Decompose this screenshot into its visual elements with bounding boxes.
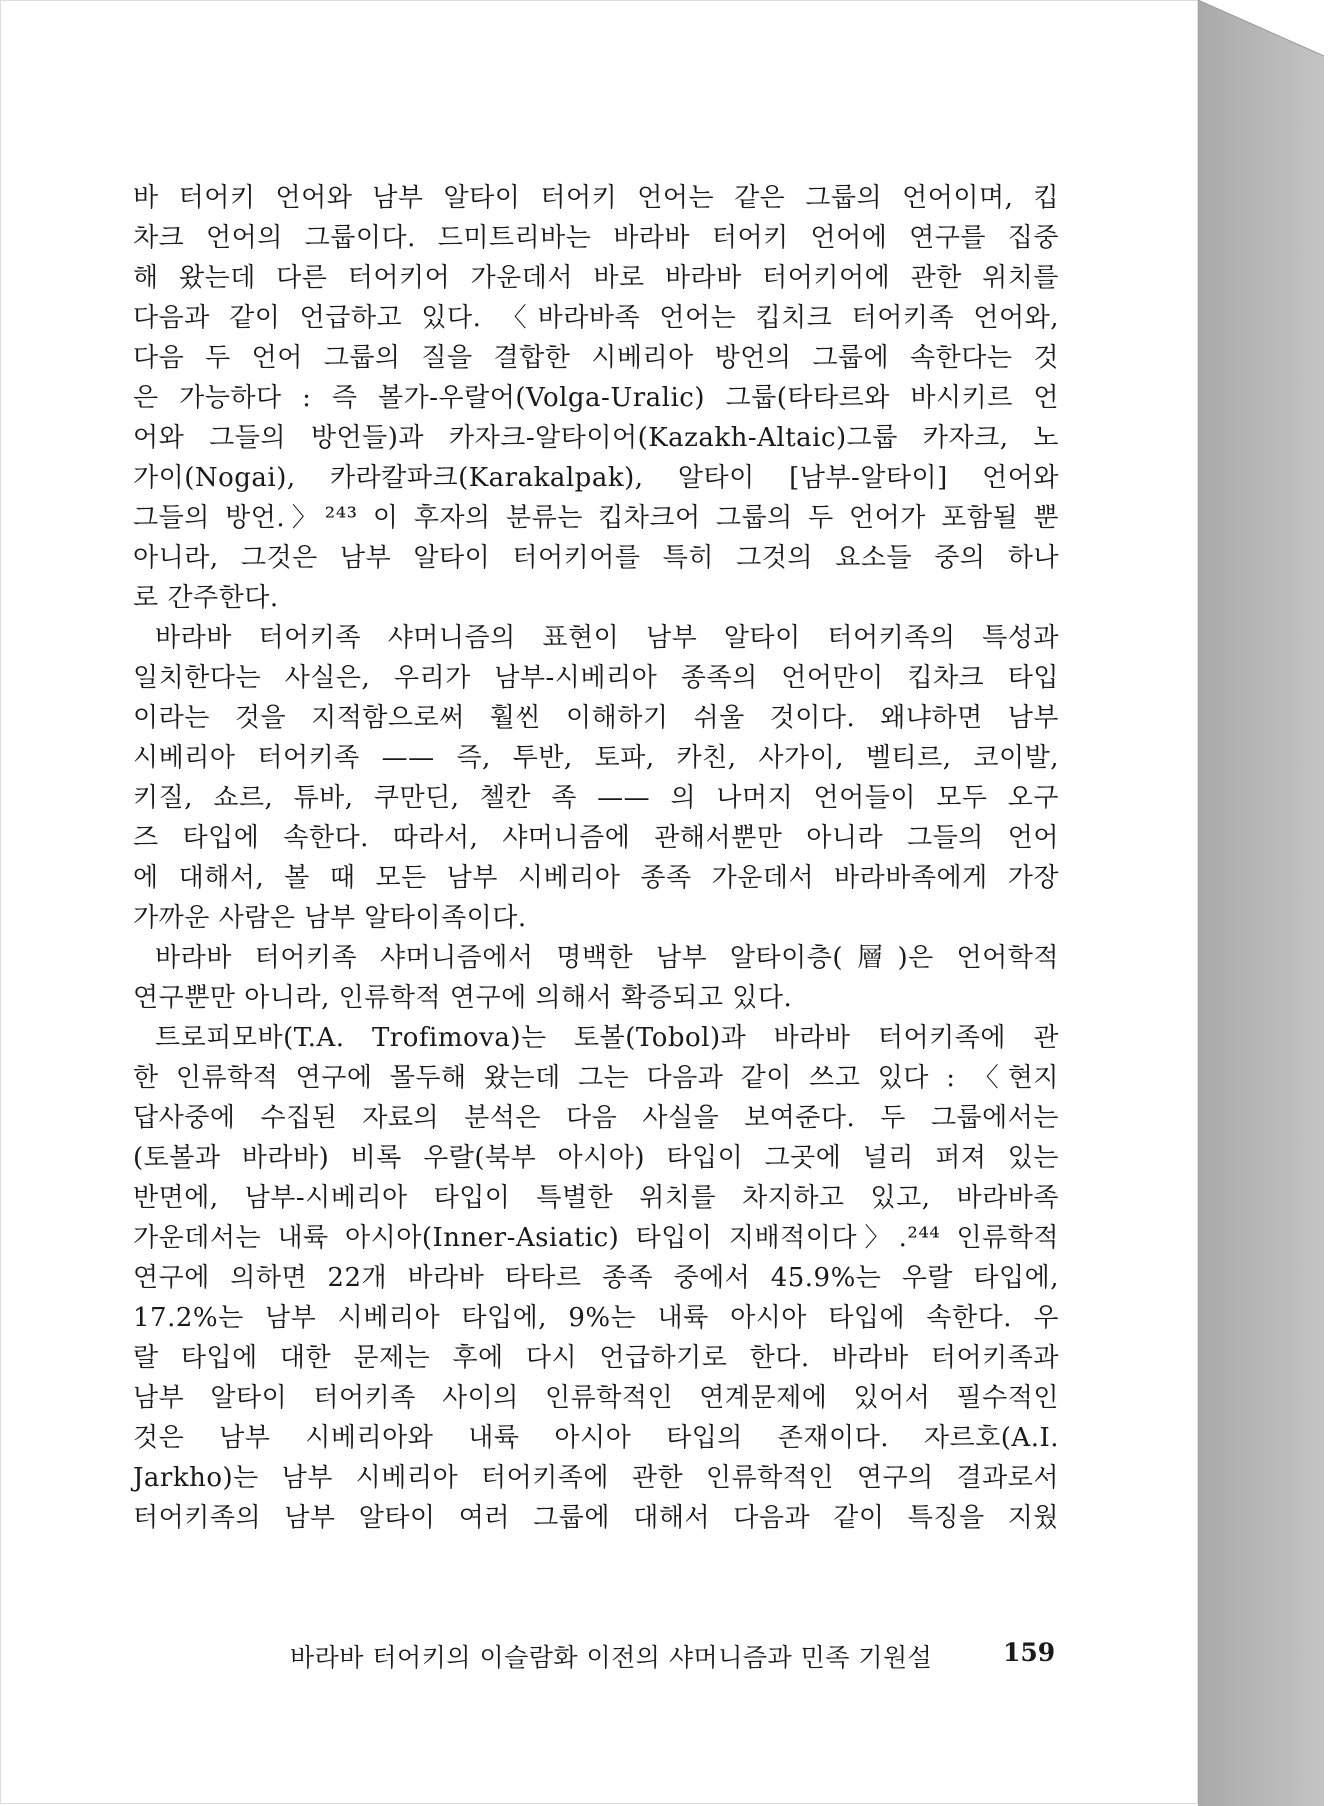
text-line: 반면에, 남부-시베리아 타입이 특별한 위치를 차지하고 있고, 바라바족 bbox=[133, 1183, 1059, 1213]
text-line: 터어키족의 남부 알타이 여러 그룹에 대해서 다음과 같이 특징을 지웠 bbox=[133, 1503, 1059, 1533]
text-line: 랄 타입에 대한 문제는 후에 다시 언급하기로 한다. 바라바 터어키족과 bbox=[133, 1343, 1059, 1373]
text-line: 한 인류학적 연구에 몰두해 왔는데 그는 다음과 같이 쓰고 있다 : 〈현지 bbox=[133, 1063, 1059, 1093]
text-line: 그들의 방언.〉²⁴³ 이 후자의 분류는 킵차크어 그룹의 두 언어가 포함될 뿐 bbox=[133, 503, 1060, 533]
text-line: 즈 타입에 속한다. 따라서, 샤머니즘에 관해서뿐만 아니라 그들의 언어 bbox=[133, 823, 1059, 853]
text-line: 일치한다는 사실은, 우리가 남부-시베리아 종족의 언어만이 킵차크 타입 bbox=[133, 663, 1059, 693]
text-line: 트로피모바(T.A. Trofimova)는 토볼(Tobol)과 바라바 터어키족에 관 bbox=[155, 1023, 1059, 1053]
text-line: 은 가능하다 : 즉 볼가-우랄어(Volga-Uralic) 그룹(타타르와 바시키르 언 bbox=[133, 383, 1059, 413]
text-line: 가이(Nogai), 카라칼파크(Karakalpak), 알타이 [남부-알타이] 언어와 bbox=[133, 463, 1059, 493]
text-line: 것은 남부 시베리아와 내륙 아시아 타입의 존재이다. 자르호(A.I. bbox=[133, 1423, 1059, 1453]
text-line: 가까운 사람은 남부 알타이족이다. bbox=[133, 903, 527, 933]
paragraph-1 bbox=[133, 178, 1059, 618]
text-line: (토볼과 바라바) 비록 우랄(북부 아시아) 타입이 그곳에 널리 퍼져 있는 bbox=[133, 1143, 1059, 1173]
text-line: 로 간주한다. bbox=[133, 583, 279, 613]
text-line: 바라바 터어키족 샤머니즘의 표현이 남부 알타이 터어키족의 특성과 bbox=[155, 623, 1059, 653]
text-line: 답사중에 수집된 자료의 분석은 다음 사실을 보여준다. 두 그룹에서는 bbox=[133, 1103, 1059, 1133]
text-line: 다음 두 언어 그룹의 질을 결합한 시베리아 방언의 그룹에 속한다는 것 bbox=[133, 343, 1059, 373]
text-line: 17.2%는 남부 시베리아 타입에, 9%는 내륙 아시아 타입에 속한다. 우 bbox=[133, 1303, 1059, 1333]
text-line: 이라는 것을 지적함으로써 훨씬 이해하기 쉬울 것이다. 왜냐하면 남부 bbox=[133, 703, 1059, 733]
text-line: 해 왔는데 다른 터어키어 가운데서 바로 바라바 터어키어에 관한 위치를 bbox=[133, 263, 1059, 293]
running-footer-title: 바라바 터어키의 이슬람화 이전의 샤머니즘과 민족 기원설 bbox=[290, 1643, 933, 1672]
text-line: 다음과 같이 언급하고 있다. 〈바라바족 언어는 킵치크 터어키족 언어와, bbox=[133, 303, 1059, 333]
text-line: 시베리아 터어키족 —— 즉, 투반, 토파, 카친, 사가이, 벨티르, 코이발, bbox=[133, 743, 1059, 773]
text-line: 바 터어키 언어와 남부 알타이 터어키 언어는 같은 그룹의 언어이며, 킵 bbox=[133, 183, 1059, 213]
paragraph-2 bbox=[133, 618, 1059, 938]
book-edge bbox=[1198, 0, 1330, 1806]
text-line: 아니라, 그것은 남부 알타이 터어키어를 특히 그것의 요소들 중의 하나 bbox=[133, 543, 1059, 573]
text-line: 가운데서는 내륙 아시아(Inner-Asiatic) 타입이 지배적이다〉.²⁴⁴ 인류학적 bbox=[133, 1223, 1059, 1253]
text-line: 키질, 쇼르, 튜바, 쿠만딘, 첼칸 족 —— 의 나머지 언어들이 모두 오구 bbox=[133, 783, 1059, 813]
text-line: 에 대해서, 볼 때 모든 남부 시베리아 종족 가운데서 바라바족에게 가장 bbox=[133, 863, 1059, 893]
text-line: 바라바 터어키족 샤머니즘에서 명백한 남부 알타이층(層)은 언어학적 bbox=[155, 943, 1059, 973]
text-line: 차크 언어의 그룹이다. 드미트리바는 바라바 터어키 언어에 연구를 집중 bbox=[133, 223, 1059, 253]
body-text bbox=[133, 178, 1059, 1538]
text-line: Jarkho)는 남부 시베리아 터어키족에 관한 인류학적인 연구의 결과로서 bbox=[133, 1463, 1059, 1493]
text-line: 연구뿐만 아니라, 인류학적 연구에 의해서 확증되고 있다. bbox=[133, 983, 793, 1013]
text-line: 남부 알타이 터어키족 사이의 인류학적인 연계문제에 있어서 필수적인 bbox=[133, 1383, 1059, 1413]
text-line: 어와 그들의 방언들)과 카자크-알타이어(Kazakh-Altaic)그룹 카자크, 노 bbox=[133, 423, 1059, 453]
text-line: 연구에 의하면 22개 바라바 타타르 종족 중에서 45.9%는 우랄 타입에, bbox=[133, 1263, 1059, 1293]
paragraph-3 bbox=[133, 938, 1059, 1018]
paragraph-4 bbox=[133, 1018, 1059, 1538]
page-number: 159 bbox=[1003, 1638, 1056, 1667]
